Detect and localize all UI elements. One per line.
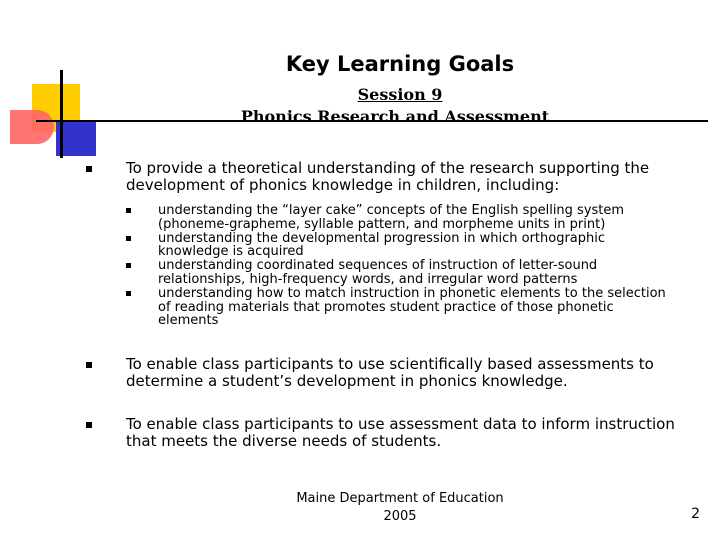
slide-subtitle: Phonics Research and Assessment xyxy=(240,107,550,126)
bullet-list xyxy=(86,160,696,450)
bullet-marker-icon xyxy=(126,291,131,296)
footer-org: Maine Department of Education xyxy=(296,491,504,506)
bullet-marker-icon xyxy=(86,422,92,428)
list-item xyxy=(86,356,696,390)
bullet-marker-icon xyxy=(126,236,131,241)
bullet-marker-icon xyxy=(126,208,131,213)
sub-bullet-text: understanding how to match instruction in phonetic elements to the selection of reading materials that promotes student practice of those phonetic elements xyxy=(158,285,666,329)
bullet-text: To enable class participants to use assessment data to inform instruction that meets the diverse needs of students. xyxy=(126,415,675,451)
footer-year: 2005 xyxy=(383,509,417,524)
bullet-marker-icon xyxy=(126,263,131,268)
list-item xyxy=(126,287,666,328)
list-item xyxy=(86,416,696,450)
session-label: Session 9 xyxy=(357,85,443,104)
bullet-text: To enable class participants to use scientifically based assessments to determine a student’s development in phonics knowledge. xyxy=(126,355,654,391)
sub-bullet-text: understanding the developmental progression in which orthographic knowledge is acquired xyxy=(158,230,606,260)
list-item xyxy=(126,204,666,232)
decorative-vertical-line xyxy=(60,70,63,158)
slide-title: Key Learning Goals xyxy=(285,52,515,76)
list-item xyxy=(126,232,666,260)
list-item xyxy=(86,160,696,194)
bullet-text: To provide a theoretical understanding of the research supporting the development of phonics knowledge in children, including: xyxy=(126,159,650,194)
sub-bullet-list xyxy=(126,204,666,328)
sub-bullet-text: understanding coordinated sequences of instruction of letter-sound relationships, high-frequency words, and irregular word patterns xyxy=(158,258,598,287)
sub-bullet-text: understanding the “layer cake” concepts of the English spelling system (phoneme-grapheme, syllable pattern, and morpheme units in print) xyxy=(158,203,625,232)
bullet-marker-icon xyxy=(86,362,92,368)
decorative-red-shape xyxy=(10,110,54,144)
bullet-marker-icon xyxy=(86,166,92,172)
footer xyxy=(270,490,530,526)
page-number: 2 xyxy=(691,506,700,522)
list-item xyxy=(126,259,666,287)
